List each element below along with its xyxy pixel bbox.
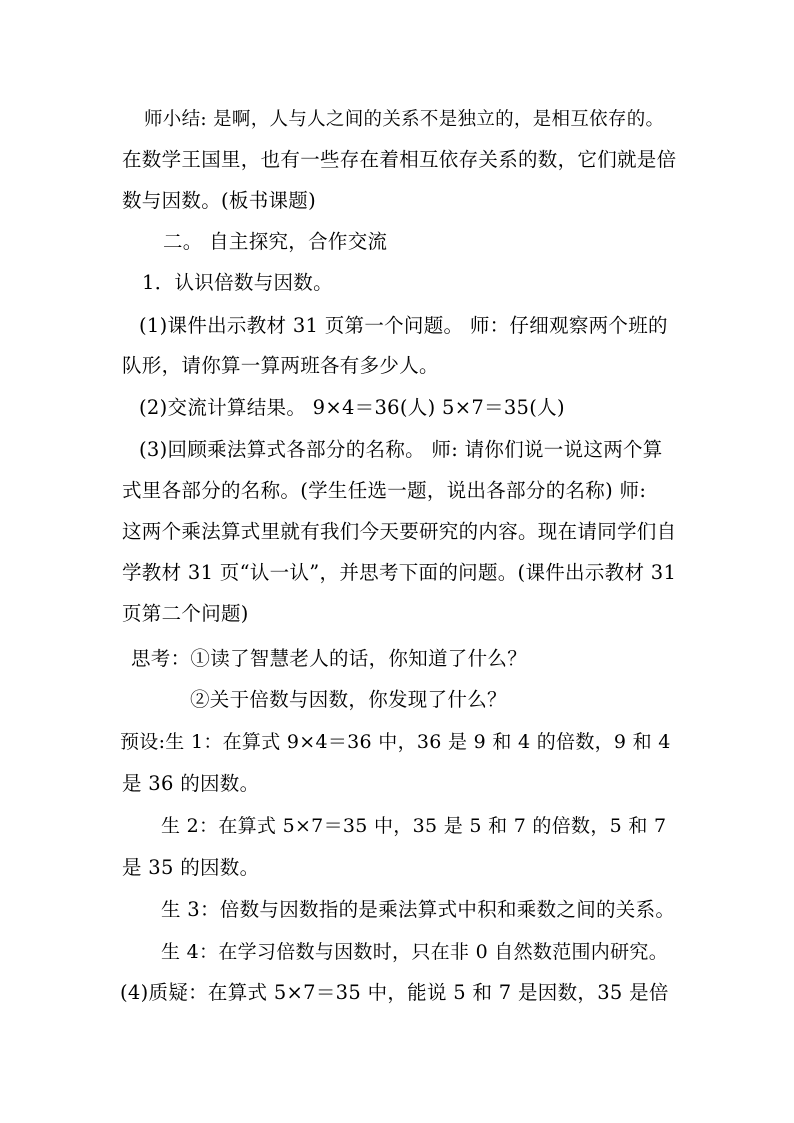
text-line-19: 是 35 的因数。 [122,856,260,879]
text-line-4: 二。 自主探究，合作交流 [163,230,388,253]
text-line-7: 队形，请你算一算两班各有多少人。 [122,354,439,377]
text-line-1: 师小结: 是啊，人与人之间的关系不是独立的，是相互依存的。 [144,109,665,130]
text-line-13: 页第二个问题) [122,602,249,625]
text-line-21: 生 4：在学习倍数与因数时，只在非 0 自然数范围内研究。 [161,941,668,963]
text-line-20: 生 3：倍数与因数指的是乘法算式中积和乘数之间的关系。 [161,898,676,921]
text-line-6: (1)课件出示教材 31 页第一个问题。 师：仔细观察两个班的 [139,314,668,337]
text-line-17: 是 36 的因数。 [122,772,260,795]
text-line-10: 式里各部分的名称。(学生任选一题，说出各部分的名称) 师: [122,479,647,502]
text-line-9: (3)回顾乘法算式各部分的名称。 师: 请你们说一说这两个算 [139,438,663,461]
text-line-22: (4)质疑：在算式 5×7＝35 中，能说 5 和 7 是因数，35 是倍 [120,981,669,1004]
text-line-5: 1．认识倍数与因数。 [142,271,333,294]
text-line-14: 思考：①读了智慧老人的话，你知道了什么？ [131,647,528,670]
text-line-11: 这两个乘法算式里就有我们今天要研究的内容。现在请同学们自 [122,520,677,543]
text-line-3: 数与因数。(板书课题) [122,189,317,212]
text-line-15: ②关于倍数与因数，你发现了什么？ [190,688,507,711]
text-line-2: 在数学王国里，也有一些存在着相互依存关系的数，它们就是倍 [122,148,677,171]
text-line-12: 学教材 31 页“认一认”，并思考下面的问题。(课件出示教材 31 [122,561,677,584]
text-line-8: (2)交流计算结果。 9×4＝36(人) 5×7＝35(人) [139,396,565,419]
text-line-18: 生 2：在算式 5×7＝35 中，35 是 5 和 7 的倍数，5 和 7 [161,815,667,837]
text-line-16: 预设:生 1：在算式 9×4＝36 中，36 是 9 和 4 的倍数，9 和 4 [120,731,671,753]
